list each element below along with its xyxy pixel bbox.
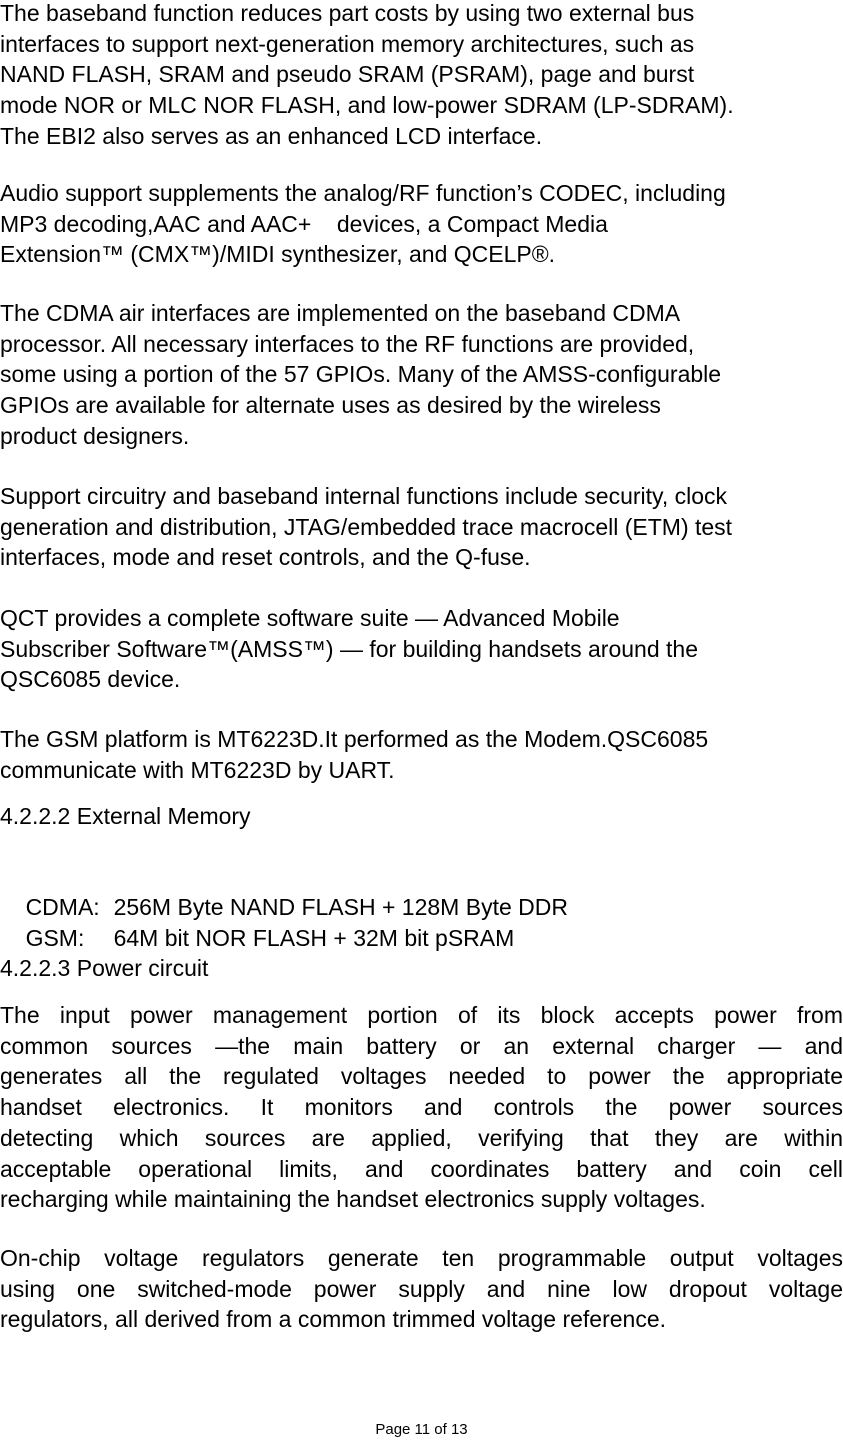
memory-label-gsm: GSM:	[25, 925, 85, 951]
text-line: GPIOs are available for alternate uses as desired by the wireless	[0, 392, 661, 419]
text-line: generation and distribution, JTAG/embedded trace macrocell (ETM) test	[0, 513, 733, 540]
paragraph-audio-support	[0, 178, 843, 270]
paragraph-power-management	[0, 1000, 843, 1215]
section-heading-external-memory: 4.2.2.2 External Memory	[0, 803, 251, 829]
memory-value-gsm: 64M bit NOR FLASH + 32M bit pSRAM	[113, 925, 515, 951]
section-heading-power-circuit: 4.2.2.3 Power circuit	[0, 955, 209, 981]
text-line: interfaces to support next-generation memory architectures, such as	[0, 30, 695, 57]
text-line: Audio support supplements the analog/RF function’s CODEC, including	[0, 180, 726, 206]
text-line: acceptable operational limits, and coordinates battery and coin cell	[0, 1155, 843, 1182]
text-line: Support circuitry and baseband internal functions include security, clock	[0, 483, 728, 509]
text-line: common sources —the main battery or an external charger — and	[0, 1032, 843, 1059]
memory-value-cdma: 256M Byte NAND FLASH + 128M Byte DDR	[113, 894, 568, 920]
page-number: Page 11 of 13	[375, 1421, 468, 1438]
text-line: The baseband function reduces part costs by using two external bus	[0, 0, 695, 26]
text-line: QCT provides a complete software suite — Advanced Mobile	[0, 605, 620, 631]
text-line: recharging while maintaining the handset electronics supply voltages.	[0, 1186, 706, 1213]
text-line: product designers.	[0, 422, 190, 449]
text-line: handset electronics. It monitors and controls the power sources	[0, 1094, 843, 1121]
text-line: Extension™ (CMX™)/MIDI synthesizer, and QCELP®.	[0, 241, 556, 268]
text-line: detecting which sources are applied, verifying that they are within	[0, 1124, 843, 1151]
text-line: NAND FLASH, SRAM and pseudo SRAM (PSRAM), page and burst	[0, 61, 695, 88]
text-line: generates all the regulated voltages needed to power the appropriate	[0, 1063, 843, 1090]
text-line: Subscriber Software™(AMSS™) — for building handsets around the	[0, 635, 698, 662]
text-line: QSC6085 device.	[0, 666, 181, 693]
text-line: On-chip voltage regulators generate ten programmable output voltages	[0, 1245, 843, 1271]
paragraph-support-circuitry	[0, 481, 843, 573]
memory-label-cdma: CDMA:	[25, 894, 100, 920]
text-line: interfaces, mode and reset controls, and the Q-fuse.	[0, 544, 531, 571]
text-line: mode NOR or MLC NOR FLASH, and low-power SDRAM (LP-SDRAM).	[0, 92, 734, 119]
text-line: The input power management portion of its block accepts power from	[0, 1002, 843, 1028]
text-line: using one switched-mode power supply and nine low dropout voltage	[0, 1275, 843, 1302]
text-line: processor. All necessary interfaces to the RF functions are provided,	[0, 330, 695, 357]
paragraph-gsm-platform	[0, 724, 843, 785]
text-line: some using a portion of the 57 GPIOs. Many of the AMSS-configurable	[0, 361, 722, 388]
text-line: regulators, all derived from a common trimmed voltage reference.	[0, 1306, 667, 1333]
paragraph-baseband-bus	[0, 0, 843, 152]
paragraph-voltage-regulators	[0, 1243, 843, 1335]
text-line: communicate with MT6223D by UART.	[0, 756, 395, 783]
paragraph-cdma-air-interfaces	[0, 298, 843, 452]
text-line: The CDMA air interfaces are implemented on the baseband CDMA	[0, 300, 681, 326]
text-line: The EBI2 also serves as an enhanced LCD interface.	[0, 122, 543, 149]
paragraph-software-suite	[0, 603, 843, 695]
text-line: The GSM platform is MT6223D.It performed as the Modem.QSC6085	[0, 726, 709, 752]
text-line: MP3 decoding,AAC and AAC+ devices, a Compact Media	[0, 210, 608, 237]
